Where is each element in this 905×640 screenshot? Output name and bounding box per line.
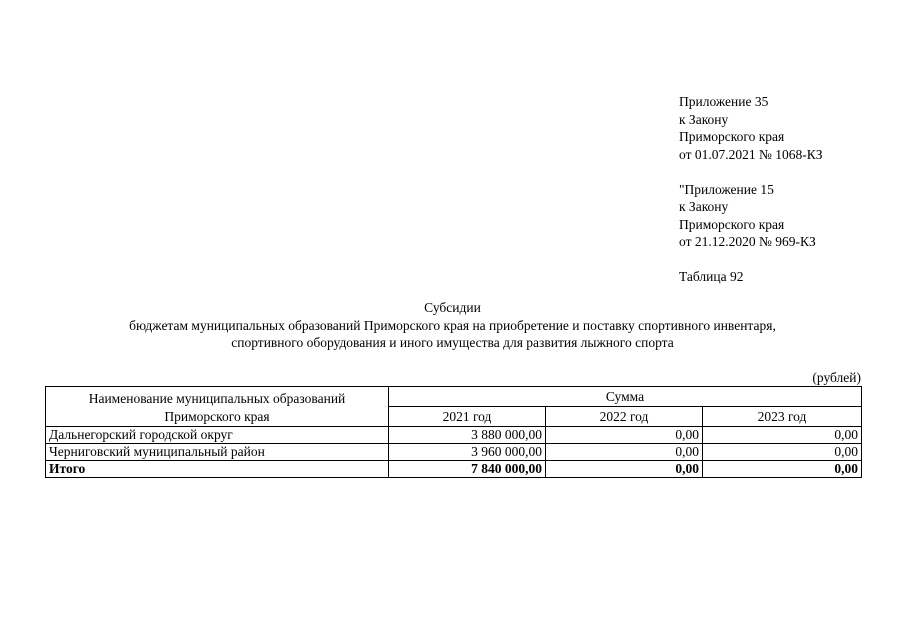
table-row (46, 444, 862, 461)
amount-cell: 0,00 (546, 444, 703, 461)
table-header-row (46, 387, 862, 407)
total-amount-cell: 0,00 (703, 461, 862, 478)
total-row (46, 461, 862, 478)
amount-cell: 0,00 (546, 427, 703, 444)
spacer (679, 251, 823, 269)
sum-column-header: Сумма (389, 387, 862, 407)
title-line: бюджетам муниципальных образований Приморского края на приобретение и поставку спортивного инвентаря, (129, 317, 776, 333)
appendix-previous-line: "Приложение 15 (679, 181, 774, 197)
year-column-header: 2023 год (703, 407, 862, 427)
appendix-previous-line: от 21.12.2020 № 969-КЗ (679, 234, 816, 249)
year-column-header: 2021 год (389, 407, 546, 427)
total-amount-cell: 7 840 000,00 (389, 461, 546, 478)
subsidy-table (45, 386, 862, 478)
name-column-header: Наименование муниципальных образований Приморского края (46, 387, 389, 427)
appendix-current (679, 93, 823, 163)
appendix-previous-line: к Закону (679, 199, 729, 214)
unit-label: (рублей) (812, 370, 861, 385)
amount-cell: 3 880 000,00 (389, 427, 546, 444)
document-title (0, 299, 905, 352)
amount-cell: 0,00 (703, 444, 862, 461)
appendix-previous-line: Приморского края (679, 216, 785, 232)
title-line: Субсидии (424, 300, 481, 315)
appendix-header (679, 93, 823, 286)
title-line: спортивного оборудования и иного имущества для развития лыжного спорта (231, 335, 674, 350)
amount-cell: 3 960 000,00 (389, 444, 546, 461)
table-row (46, 427, 862, 444)
appendix-current-line: Приложение 35 (679, 94, 769, 109)
appendix-current-line: к Закону (679, 111, 729, 127)
table-number: Таблица 92 (679, 269, 744, 284)
appendix-current-line: от 01.07.2021 № 1068-КЗ (679, 146, 823, 162)
municipality-name: Черниговский муниципальный район (46, 444, 389, 461)
appendix-current-line: Приморского края (679, 129, 785, 144)
spacer (679, 163, 823, 181)
year-column-header: 2022 год (546, 407, 703, 427)
appendix-previous (679, 181, 823, 251)
total-amount-cell: 0,00 (546, 461, 703, 478)
amount-cell: 0,00 (703, 427, 862, 444)
municipality-name: Дальнегорский городской округ (46, 427, 389, 444)
total-label: Итого (46, 461, 389, 478)
